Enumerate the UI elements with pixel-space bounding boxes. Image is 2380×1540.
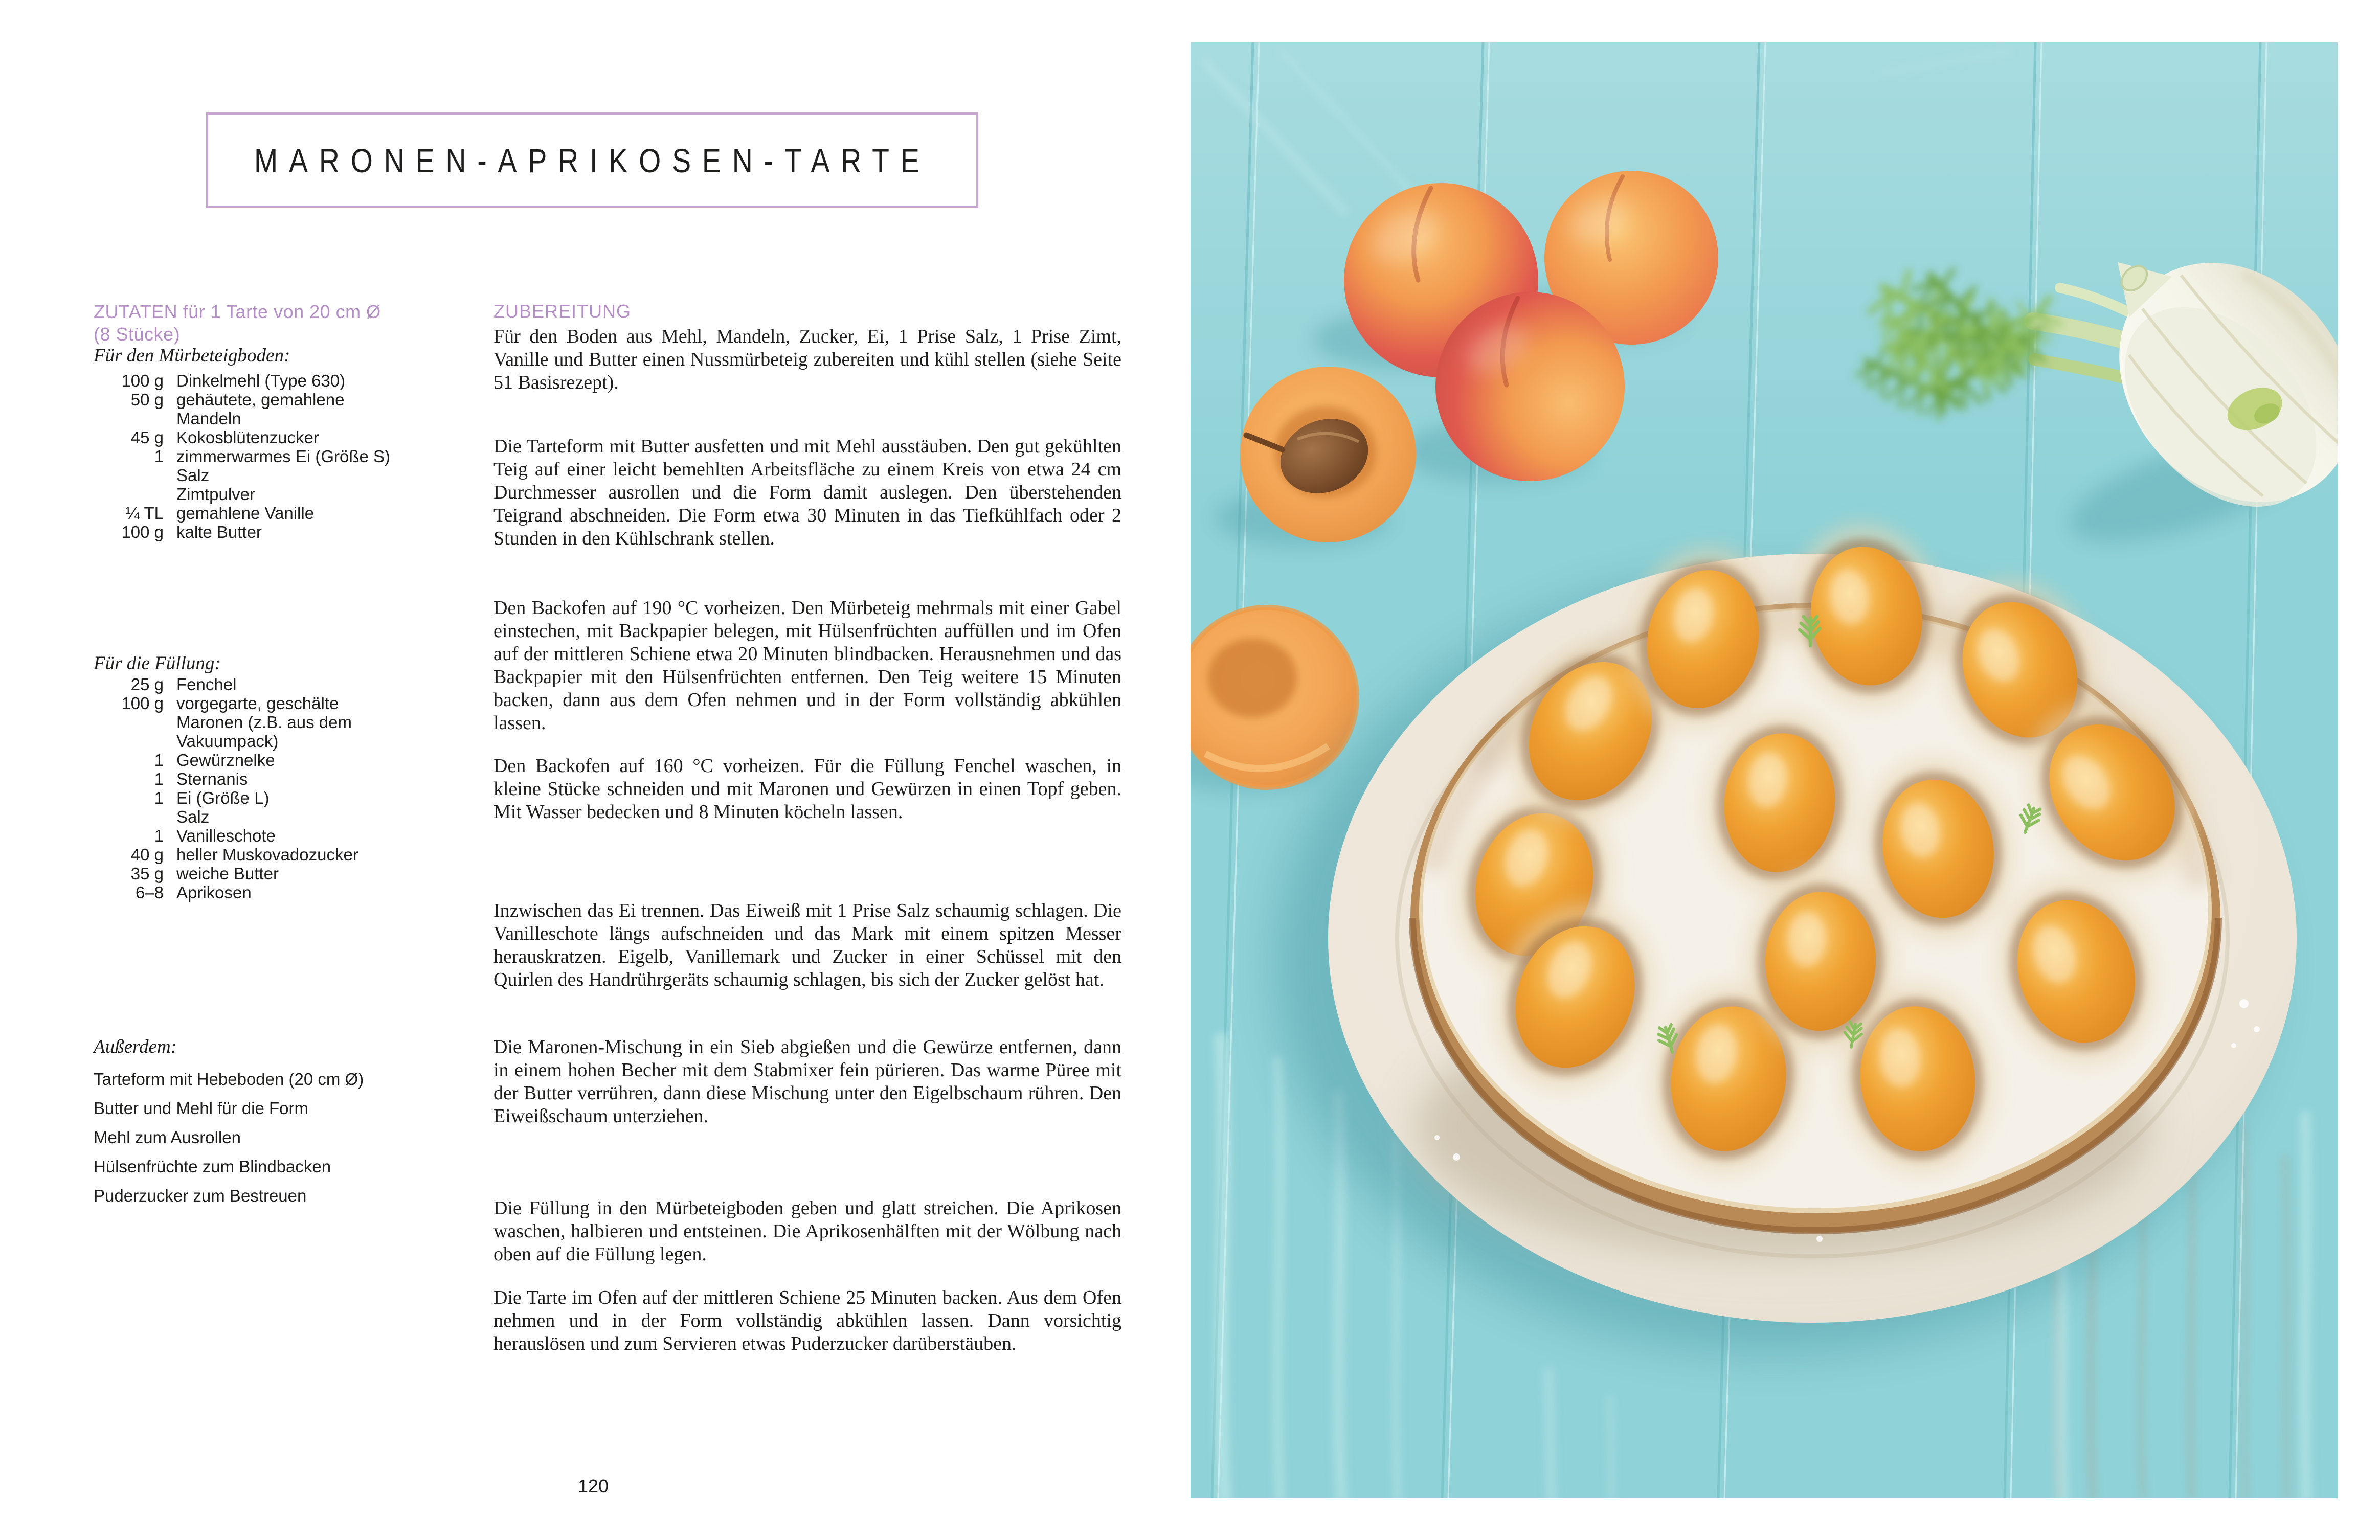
preparation-step: Inzwischen das Ei trennen. Das Eiweiß mit 1 Prise Salz schaumig schlagen. Die Vanilleschote längs aufschneiden und das Mark mit einem spitzen Messer herauskratzen. Eigelb, Vanillemark und Zucker in einer Schüssel mit den Quirlen des Handrührgeräts schaumig schlagen, bis sich der Zucker gelöst hat. xyxy=(493,900,1121,990)
ingredient-text: Fenchel xyxy=(176,675,237,694)
ingredient-amount xyxy=(94,409,164,428)
ingredient-text: Vakuumpack) xyxy=(176,732,279,751)
ingredients-heading-line2: (8 Stücke) xyxy=(94,324,181,345)
preparation-step: Den Backofen auf 160 °C vorheizen. Für die Füllung Fenchel waschen, in kleine Stücke schneiden und mit Maronen und Gewürzen in einen Topf geben. Mit Wasser bedecken und 8 Minuten köcheln lassen. xyxy=(493,755,1121,823)
ingredient-text: gehäutete, gemahlene xyxy=(176,390,345,409)
equipment-item: Puderzucker zum Bestreuen xyxy=(94,1186,307,1205)
ingredient-text: Maronen (z.B. aus dem xyxy=(176,713,352,732)
preparation-step: Die Füllung in den Mürbeteigboden geben und glatt streichen. Die Aprikosen waschen, halbieren und entsteinen. Die Aprikosenhälften mit der Wölbung nach oben auf die Füllung legen. xyxy=(493,1197,1121,1265)
ingredient-amount: 1 xyxy=(154,751,164,769)
ingredient-text: gemahlene Vanille xyxy=(176,504,315,523)
ingredient-amount: 1 xyxy=(154,447,164,466)
ingredient-amount: 1 xyxy=(154,788,164,807)
section-label-ausserdem: Außerdem: xyxy=(94,1036,177,1057)
ingredient-text: zimmerwarmes Ei (Größe S) xyxy=(176,447,391,466)
equipment-item: Hülsenfrüchte zum Blindbacken xyxy=(94,1157,331,1176)
ingredient-text: Dinkelmehl (Type 630) xyxy=(176,371,346,390)
ingredient-amount: 100 g xyxy=(121,694,164,713)
ingredient-text: Gewürznelke xyxy=(176,751,275,769)
ingredient-amount: 6–8 xyxy=(135,883,164,902)
ingredients-heading-line1: ZUTATEN für 1 Tarte von 20 cm Ø xyxy=(94,301,381,322)
ingredient-amount: 50 g xyxy=(130,390,164,409)
section-label-muerbeteig: Für den Mürbeteigboden: xyxy=(94,345,290,366)
ingredient-text: Zimtpulver xyxy=(176,485,256,504)
ingredient-list-ausserdem xyxy=(94,1065,482,1210)
equipment-item: Mehl zum Ausrollen xyxy=(94,1128,241,1147)
ingredient-amount: 100 g xyxy=(121,523,164,541)
section-label-fuellung: Für die Füllung: xyxy=(94,653,221,674)
preparation-step: Die Maronen-Mischung in ein Sieb abgießen und die Gewürze entfernen, dann in einem hohen Becher mit dem Stabmixer fein pürieren. Das warme Püree mit der Butter verrühren, dann diese Mischung unter den Eigelbschaum rühren. Den Eiweißschaum unterziehen. xyxy=(493,1036,1121,1127)
ingredient-text: kalte Butter xyxy=(176,523,262,541)
apricot-half-with-pit xyxy=(1240,367,1416,542)
ingredient-amount xyxy=(94,807,164,826)
ingredient-text: Salz xyxy=(176,807,210,826)
preparation-heading: ZUBEREITUNG xyxy=(493,301,632,322)
ingredient-amount: 35 g xyxy=(130,864,164,883)
ingredient-list-fuellung xyxy=(94,675,391,902)
page-number: 120 xyxy=(577,1476,609,1497)
apricot-half-flesh xyxy=(1191,607,1357,787)
recipe-photo xyxy=(1191,42,2338,1498)
ingredient-text: Ei (Größe L) xyxy=(176,788,270,807)
preparation-step: Den Backofen auf 190 °C vorheizen. Den Mürbeteig mehrmals mit einer Gabel einstechen, mit Backpapier belegen, mit Hülsenfrüchten auffüllen und im Ofen auf der mittleren Schiene etwa 20 Minuten blindbacken. Herausnehmen und das Backpapier mit den Hülsenfrüchten entfernen. Den Teig weitere 15 Minuten backen, dann aus dem Ofen nehmen und in der Form vollständig abkühlen lassen. xyxy=(493,597,1121,734)
preparation-step: Die Tarteform mit Butter ausfetten und mit Mehl ausstäuben. Den gut gekühlten Teig auf einer leicht bemehlten Arbeitsfläche zu einem Kreis von etwa 24 cm Durchmesser ausrollen und die Form damit auslegen. Den überstehenden Teigrand abschneiden. Die Form etwa 30 Minuten in das Tiefkühlfach oder 2 Stunden in den Kühlschrank stellen. xyxy=(493,436,1121,549)
ingredient-amount: 1 xyxy=(154,826,164,845)
recipe-title: MARONEN-APRIKOSEN-TARTE xyxy=(254,141,931,179)
ingredient-amount: 1 xyxy=(154,769,164,788)
equipment-item: Butter und Mehl für die Form xyxy=(94,1099,309,1118)
ingredient-text: Aprikosen xyxy=(176,883,252,902)
ingredient-text: weiche Butter xyxy=(176,864,279,883)
preparation-step: Für den Boden aus Mehl, Mandeln, Zucker, Ei, 1 Prise Salz, 1 Prise Zimt, Vanille und Butter einen Nussmürbeteig zubereiten und kühl stellen (siehe Seite 51 Basisrezept). xyxy=(493,326,1121,393)
recipe-photo-illustration xyxy=(1191,42,2338,1498)
ingredient-amount: ¼ TL xyxy=(125,504,164,523)
ingredient-list-muerbeteig xyxy=(94,371,391,541)
ingredient-text: Sternanis xyxy=(176,769,248,788)
preparation-step: Die Tarte im Ofen auf der mittleren Schiene 25 Minuten backen. Aus dem Ofen nehmen und in der Form vollständig abkühlen lassen. Dann vorsichtig herauslösen und zum Servieren etwas Puderzucker darüberstäuben. xyxy=(493,1287,1121,1354)
ingredient-text: Vanilleschote xyxy=(176,826,276,845)
ingredient-amount: 25 g xyxy=(130,675,164,694)
ingredient-amount: 40 g xyxy=(130,845,164,864)
ingredient-amount: 100 g xyxy=(121,371,164,390)
recipe-title-box xyxy=(206,112,978,208)
ingredient-text: Mandeln xyxy=(176,409,241,428)
ingredient-text: heller Muskovadozucker xyxy=(176,845,358,864)
ingredient-text: Kokosblütenzucker xyxy=(176,428,319,447)
ingredient-amount xyxy=(94,713,164,732)
ingredient-amount: 45 g xyxy=(130,428,164,447)
ingredient-amount xyxy=(94,485,164,504)
ingredients-heading xyxy=(94,301,452,346)
ingredient-text: Salz xyxy=(176,466,210,485)
ingredient-text: vorgegarte, geschälte xyxy=(176,694,339,713)
ingredient-amount xyxy=(94,732,164,751)
ingredient-amount xyxy=(94,466,164,485)
equipment-item: Tarteform mit Hebeboden (20 cm Ø) xyxy=(94,1070,364,1089)
